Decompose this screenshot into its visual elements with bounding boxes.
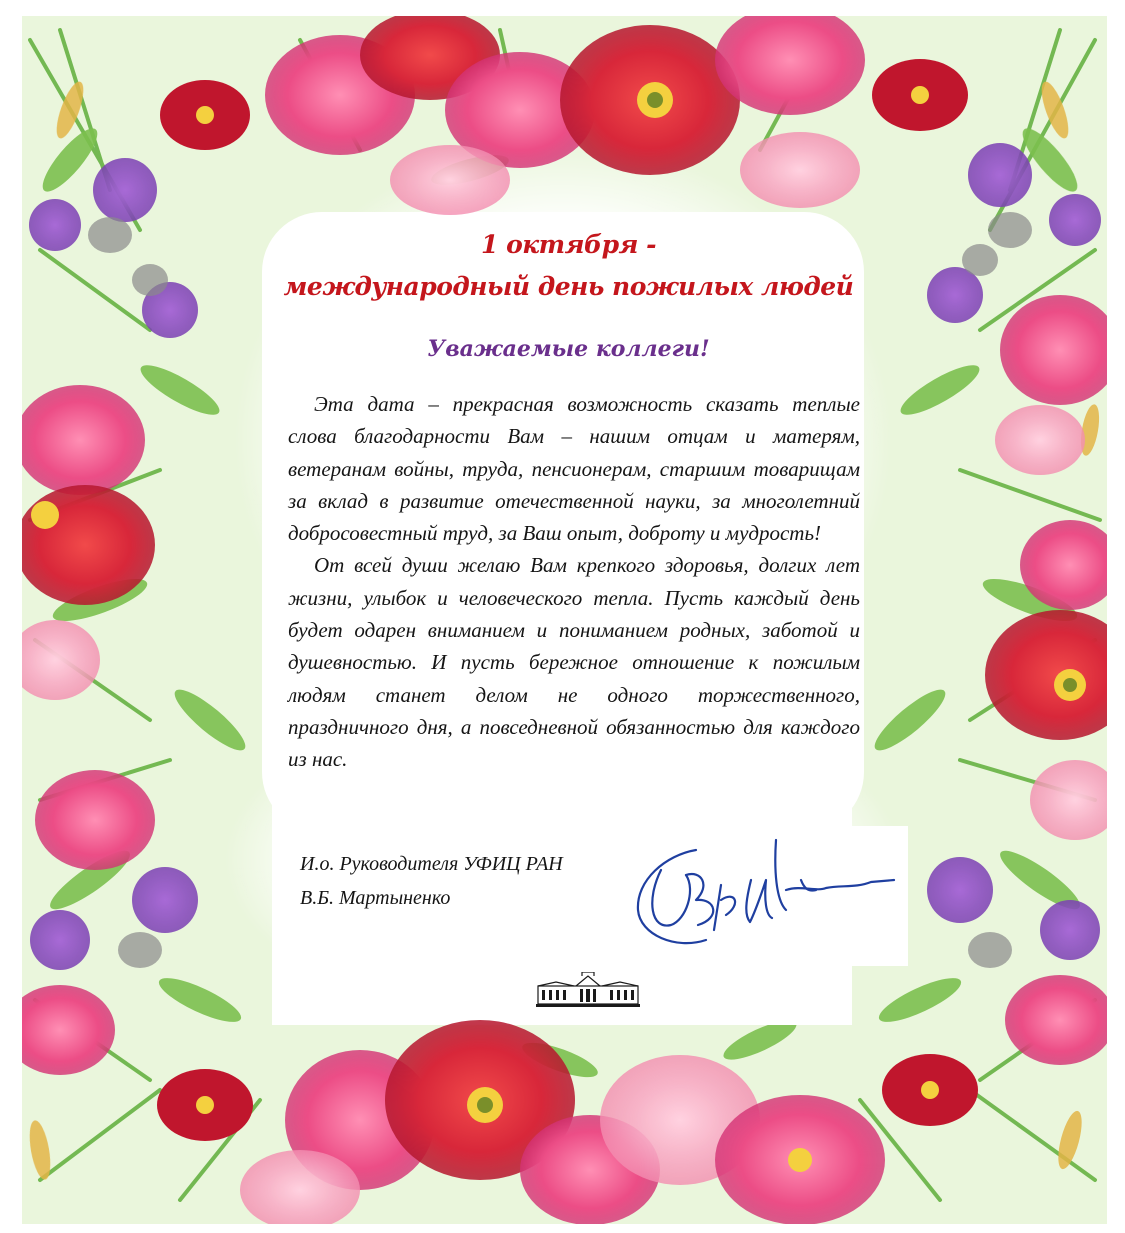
signature-block <box>300 847 563 915</box>
institute-building-icon <box>536 972 640 1008</box>
letter-body <box>288 388 860 776</box>
title-date: 1 октября - <box>480 230 657 259</box>
body-paragraph-1: Эта дата – прекрасная возможность сказать теплые слова благодарности Вам – нашим отцам и матерям, ветеранам войны, труда, пенсионерам, старшим товарищам за вклад в развитие отечественной науки, за многолетний добросовестный труд, за Ваш опыт, доброту и мудрость! <box>288 392 860 546</box>
signatory-position: И.о. Руководителя УФИЦ РАН <box>300 853 563 875</box>
signatory-name: В.Б. Мартыненко <box>300 887 451 909</box>
body-paragraph-2: От всей души желаю Вам крепкого здоровья, долгих лет жизни, улыбок и человеческого тепла. Пусть каждый день будет одарен вниманием и пониманием родных, заботой и душевностью. И пусть бережное отношение к пожилым людям станет делом не одного торжественного, праздничного дня, а повседневной обязанностью для каждого из нас. <box>288 553 860 772</box>
title-holiday: международный день пожилых людей <box>283 272 854 301</box>
handwritten-signature <box>626 830 896 960</box>
greeting: Уважаемые коллеги! <box>427 336 710 362</box>
